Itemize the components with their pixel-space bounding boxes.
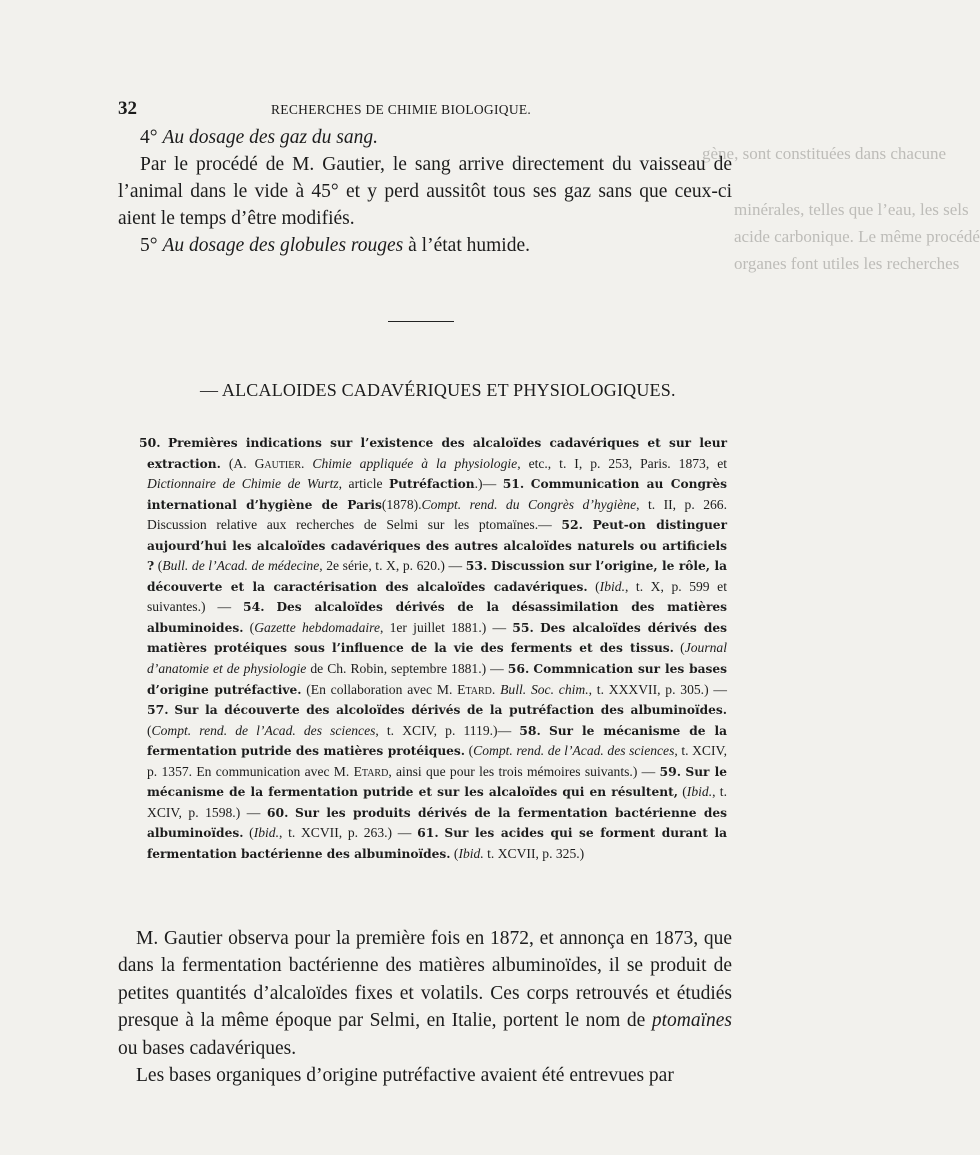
page-number: 32: [118, 98, 137, 119]
ref-title: Peut-on distinguer aujourd’hui les alcaloïdes cadavériques des autres alcaloïdes naturels ou artificiels ?: [147, 518, 727, 574]
item-4: [118, 124, 732, 151]
ref-text: (: [677, 784, 687, 800]
show-through-text: [702, 140, 946, 167]
ref-number: 52.: [561, 517, 583, 533]
ptomaines-term: ptomaïnes: [651, 1010, 732, 1032]
ref-text: (: [147, 722, 152, 738]
ref-text: (1878).: [381, 496, 422, 512]
ref-text: , t. XCIV, p. 1357. En communication avec M.: [147, 743, 727, 779]
paragraph-text: ou bases cadavériques.: [118, 1037, 297, 1059]
ref-number: 60.: [266, 804, 289, 820]
ref-journal: Compt. rend. de l’Acad. des sciences: [473, 743, 675, 759]
ref-text: (: [243, 619, 255, 635]
ref-text: (: [465, 743, 474, 759]
ref-number: 51.: [502, 476, 525, 492]
ref-text: .)—: [474, 476, 503, 492]
ref-text: , article: [338, 476, 390, 492]
ref-number: 59.: [659, 763, 682, 779]
ref-number: 55.: [512, 619, 534, 635]
ref-title: Discussion sur l’origine, le rôle, la découverte et la caractérisation des alcaloïdes cadavériques.: [147, 559, 727, 594]
ref-text: , t. XCIV, p. 1598.) —: [147, 784, 727, 820]
show-through-line: minérales, telles que l’eau, les sels: [734, 200, 969, 219]
ref-number: 61.: [417, 825, 439, 841]
ref-text: , t. XXXVII, p. 305.) —: [588, 681, 727, 697]
top-section: [118, 124, 732, 259]
ref-number: 58.: [519, 722, 541, 738]
ref-text: , t. II, p. 266. Discussion relative aux recherches de Selmi sur les ptomaïnes.—: [147, 496, 727, 533]
ref-author: Etard: [457, 681, 492, 697]
ref-text: (: [243, 825, 254, 841]
ref-number: 57.: [147, 702, 169, 718]
ref-title: Des alcaloïdes dérivés des matières protéiques sous l’influence de la vie des ferments et des tissus.: [147, 620, 727, 656]
ref-text: , 1er juillet 1881.) —: [379, 619, 513, 635]
ref-number: 50.: [139, 435, 161, 450]
ref-author: Gautier: [254, 455, 302, 471]
ref-author: Etard: [353, 763, 389, 779]
ref-text: , etc., t. I, p. 253, Paris. 1873, et: [517, 455, 728, 471]
ref-title: Putréfaction: [389, 477, 475, 492]
ref-number: 56.: [507, 661, 530, 677]
item-5-number: 5°: [140, 235, 158, 256]
item-4-text: Au dosage des gaz du sang.: [162, 127, 379, 148]
ref-text: , 2e série, t. X, p. 620.) —: [319, 558, 466, 574]
ref-title: Commnication sur les bases d’origine putréfactive.: [147, 662, 727, 697]
paragraph-text: M. Gautier observa pour la première fois en 1872, et annonça en 1873, que dans la fermentation bactérienne des matières albuminoïdes, il se produit de petites quantités d’alcaloïdes fixes et volatils. Ces corps retrouvés et étudiés presque à la même époque par Selmi, en Italie, portent le nom de: [118, 928, 732, 1032]
item-5-rest: à l’état humide.: [408, 235, 530, 256]
ref-text: (: [154, 558, 163, 574]
item-5-italic: Au dosage des globules rouges: [162, 235, 404, 256]
bibliography: [139, 433, 728, 864]
ref-text: (: [673, 640, 685, 656]
ref-journal: Ibid.: [253, 825, 279, 841]
ref-title: Sur le mécanisme de la fermentation putride et sur les alcaloïdes qui en résultent,: [147, 764, 727, 800]
ref-journal: Compt. rend. de l’Acad. des sciences: [151, 722, 376, 738]
ref-journal: Ibid.: [458, 845, 484, 861]
gautier-paragraph: Par le procédé de M. Gautier, le sang arrive directement du vaisseau de l’animal dans le vide à 45° et y perd aussitôt tous ses gaz sans que ceux-ci aient le temps d’être modifiés.: [118, 154, 732, 229]
ref-title: Sur la découverte des alcoloïdes dérivés de la putréfaction des albuminoïdes.: [174, 703, 727, 718]
running-title: RECHERCHES DE CHIMIE BIOLOGIQUE.: [271, 102, 532, 117]
show-through-line: organes font utiles les recherches: [734, 254, 960, 273]
item-5: [118, 232, 732, 259]
ref-title: Sur les produits dérivés de la fermentation bactérienne des albuminoïdes.: [147, 805, 727, 841]
ref-text: (A.: [220, 455, 255, 471]
ref-title: Des alcaloïdes dérivés de la désassimilation des matières albuminoides.: [147, 600, 727, 635]
ref-journal: Bull. Soc. chim.: [500, 681, 589, 697]
item-4-number: 4°: [140, 127, 158, 148]
ref-title: Sur le mécanisme de la fermentation putride des matières protéiques.: [147, 723, 727, 759]
page-header: [118, 98, 678, 124]
ref-journal: Chimie appliquée à la physiologie: [312, 455, 518, 471]
ref-text: (: [587, 578, 600, 594]
ref-title: Sur les acides qui se forment durant la fermentation bactérienne des albuminoïdes.: [147, 826, 727, 861]
ref-text: .: [301, 455, 313, 471]
body-paragraph: Les bases organiques d’origine putréfactive avaient été entrevues par: [136, 1065, 674, 1087]
ref-journal: Compt. rend. du Congrès d’hygiène: [421, 496, 637, 512]
ref-text: , ainsi que pour les trois mémoires suivants.) —: [388, 763, 660, 779]
bottom-section: [118, 925, 732, 1089]
ref-number: 53.: [465, 558, 488, 574]
ref-journal: Ibid.: [686, 784, 713, 800]
ref-text: .: [491, 681, 501, 697]
ref-title: Premières indications sur l’existence des alcaloïdes cadavériques et sur leur extraction.: [147, 436, 727, 471]
show-through-line: acide carbonique. Le même procédé: [734, 227, 980, 246]
ref-text: de Ch. Robin, septembre 1881.) —: [306, 661, 508, 677]
section-heading-text: — ALCALOIDES CADAVÉRIQUES ET PHYSIOLOGIQUES.: [200, 380, 676, 400]
section-divider: [388, 321, 454, 322]
ref-text: t. XCVII, p. 325.): [483, 845, 585, 861]
ref-text: , t. X, p. 599 et suivantes.) —: [147, 578, 727, 615]
show-through-line: gène, sont constituées dans chacune: [702, 144, 947, 163]
ref-title: Communication au Congrès international d’hygiène de Paris: [147, 477, 728, 512]
ref-number: 54.: [242, 599, 265, 615]
ref-text: , t. XCIV, p. 1119.)—: [375, 722, 520, 738]
ref-journal: Ibid.: [599, 578, 625, 594]
ref-journal: Bull. de l’Acad. de médecine: [162, 558, 320, 574]
ref-text: (: [450, 845, 459, 861]
section-heading: [118, 380, 732, 401]
ref-journal: Journal d’anatomie et de physiologie: [147, 640, 727, 677]
ref-journal: Dictionnaire de Chimie de Wurtz: [147, 476, 339, 492]
ref-text: (En collaboration avec M.: [301, 681, 458, 697]
show-through-text: [734, 196, 980, 277]
ref-journal: Gazette hebdomadaire: [254, 619, 380, 635]
body-paragraph: [118, 925, 732, 1062]
ref-text: , t. XCVII, p. 263.) —: [278, 825, 418, 841]
